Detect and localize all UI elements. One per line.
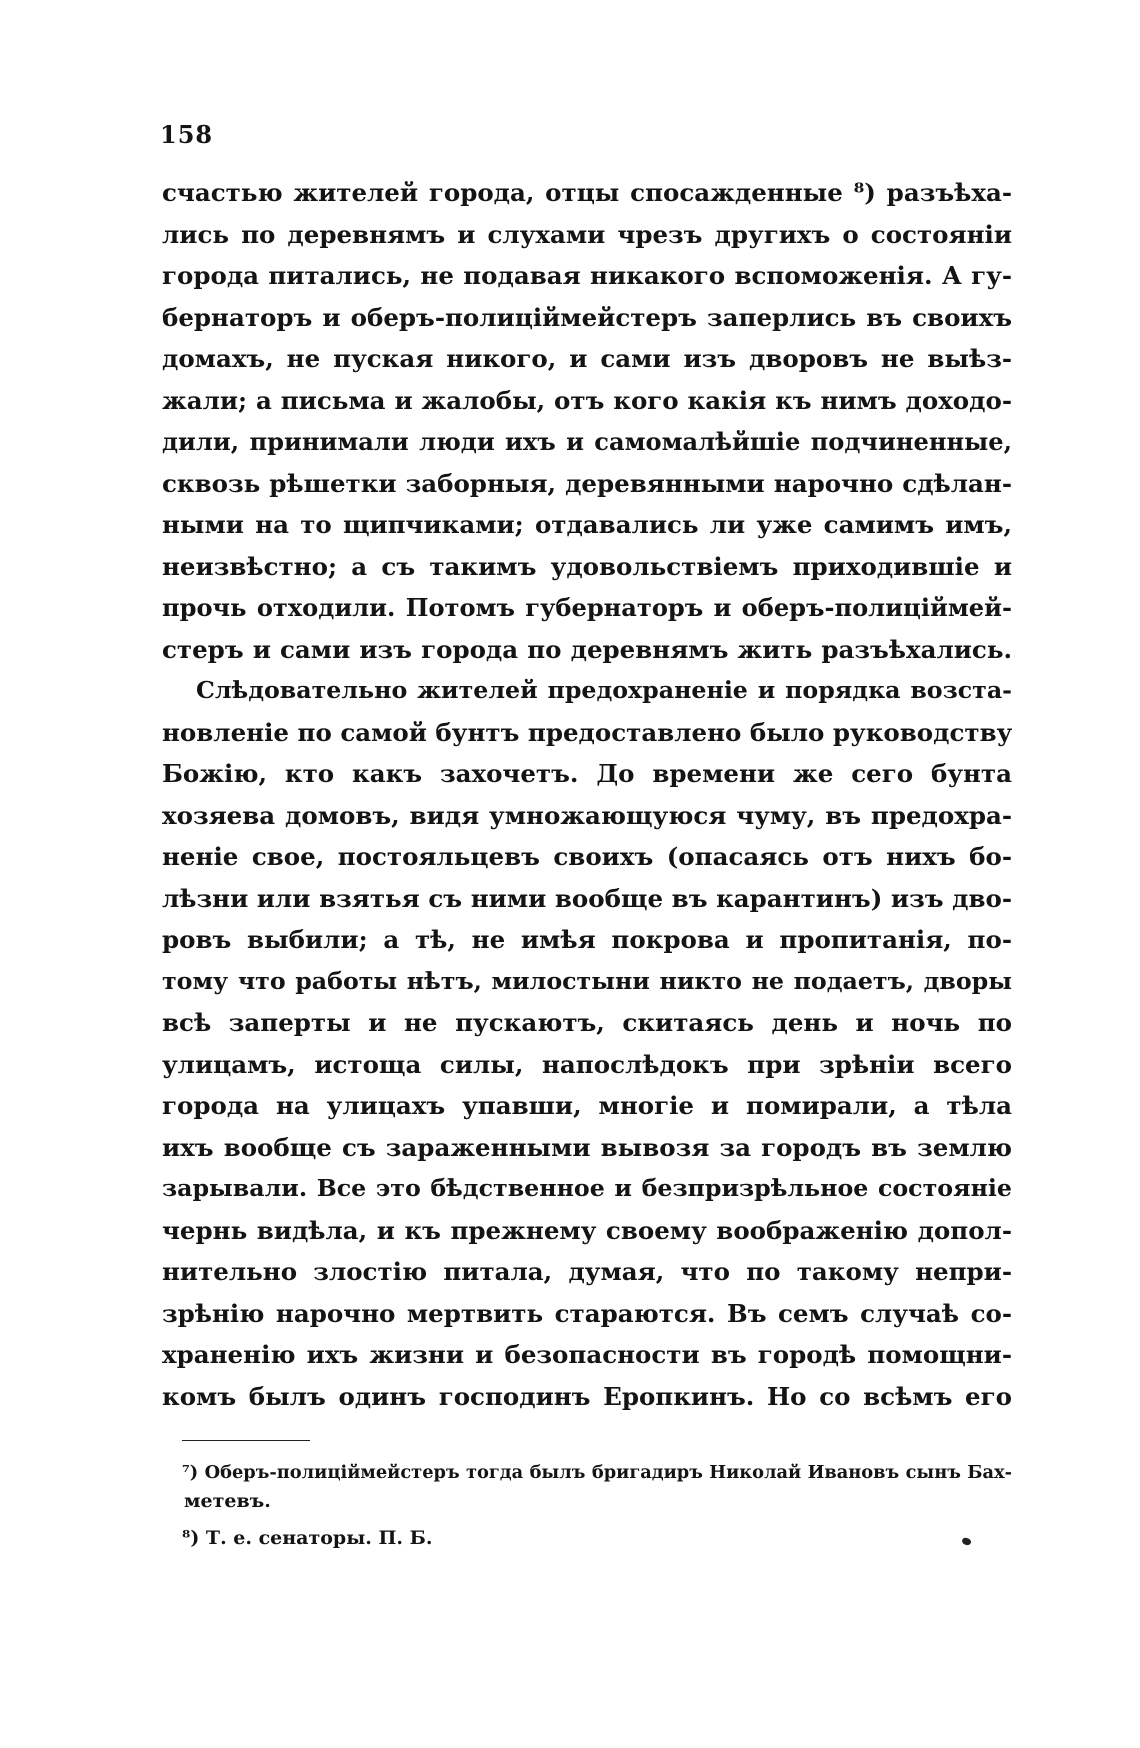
footnote-7-line: ⁷) Оберъ-полиціймейстеръ тогда былъ бригадиръ Николай Ивановъ сынъ Бах- [182,1462,1012,1483]
text-line: Божію, кто какъ захочетъ. До времени же сего бунта [162,759,1012,788]
text-line: дили, принимали люди ихъ и самомалѣйшіе подчиненные, [162,427,1012,456]
text-line: всѣ заперты и не пускаютъ, скитаясь день и ночь по [162,1008,1012,1037]
page-number: 158 [160,120,214,149]
text-line: неніе свое, постояльцевъ своихъ (опасаясь отъ нихъ бо- [162,842,1012,871]
text-line: стеръ и сами изъ города по деревнямъ жить разъѣхались. [162,634,1012,664]
text-line: тому что работы нѣтъ, милостыни никто не подаетъ, дворы [162,966,1012,995]
footnotes [182,1458,1012,1553]
text-line: комъ былъ одинъ господинъ Еропкинъ. Но со всѣмъ его [162,1381,1012,1411]
text-line: лѣзни или взятья съ ними вообще въ карантинъ) изъ дво- [162,883,1012,913]
text-line: лись по деревнямъ и слухами чрезъ другихъ о состояніи [162,219,1012,249]
text-line: храненію ихъ жизни и безопасности въ городѣ помощни- [162,1340,1012,1369]
footnote-divider [182,1440,310,1441]
text-line: новленіе по самой бунтъ предоставлено было руководству [162,717,1012,747]
text-line: улицамъ, истоща силы, напослѣдокъ при зрѣніи всего [162,1049,1012,1079]
text-line: ными на то щипчиками; отдавались ли уже самимъ имъ, [162,510,1012,539]
text-line: города на улицахъ упавши, многіе и помирали, а тѣла [162,1091,1012,1120]
text-line: города питались, не подавая никакого вспоможенія. А гу- [162,261,1012,290]
text-line: Слѣдовательно жителей предохраненіе и порядка возста- [196,676,1012,704]
text-line: ихъ вообще съ зараженными вывозя за городъ въ землю [162,1132,1012,1162]
text-line: хозяева домовъ, видя умножающуюся чуму, въ предохра- [162,800,1012,830]
text-line: счастью жителей города, отцы спосажденные ⁸) разъѣха- [162,178,1012,207]
text-line: жали; а письма и жалобы, отъ кого какія къ нимъ доходо- [162,385,1012,415]
footnote-spacer [182,1516,1012,1524]
text-line: бернаторъ и оберъ-полиціймейстеръ заперлись въ своихъ [162,302,1012,332]
text-line: сквозь рѣшетки заборныя, деревянными нарочно сдѣлан- [162,468,1012,498]
text-line: зарывали. Все это бѣдственное и безпризрѣльное состояніе [162,1174,1012,1202]
footnote-8: ⁸) Т. е. сенаторы. П. Б. [182,1527,433,1549]
text-line: нительно злостію питала, думая, что по такому непри- [162,1257,1012,1286]
text-line: прочь отходили. Потомъ губернаторъ и оберъ-полиціймей- [162,593,1012,622]
text-line: ровъ выбили; а тѣ, не имѣя покрова и пропитанія, по- [162,925,1012,954]
text-line: чернь видѣла, и къ прежнему своему воображенію допол- [162,1215,1012,1245]
text-line: домахъ, не пуская никого, и сами изъ дворовъ не выѣз- [162,344,1012,373]
footnote-7-continuation: метевъ. [184,1490,271,1512]
text-line: неизвѣстно; а съ такимъ удовольствіемъ приходившіе и [162,551,1012,581]
main-text [162,172,1012,1417]
text-line: зрѣнію нарочно мертвить стараются. Въ семъ случаѣ со- [162,1298,1012,1328]
